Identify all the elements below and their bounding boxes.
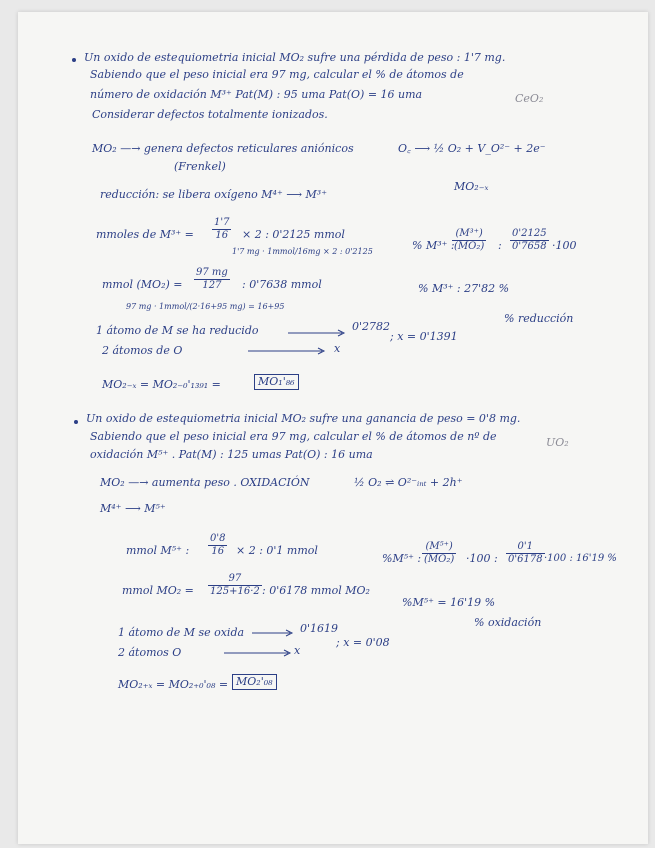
p1-pct-m3-fraction-2	[510, 228, 549, 253]
p1-atom-line: 1 átomo de M se ha reducido	[96, 324, 259, 337]
p1-mmol-m3-fraction	[212, 217, 231, 242]
p2-atom-value: 0'1619	[300, 622, 339, 635]
p2-pct-m5-f2-den: 0'6178	[508, 554, 543, 565]
p2-defect-reaction: ½ O₂ ⇌ O²⁻ᵢₙₜ + 2h⁺	[354, 476, 463, 489]
p1-pct-m3-fraction-1	[452, 228, 486, 253]
p1-pct-m3-label: % M³⁺ :	[412, 239, 455, 252]
p2-pct-m5-f2-num: 0'1	[506, 541, 545, 554]
p2-oxygen-line: 2 átomos O	[118, 646, 182, 659]
p1-mmol-mo2-fraction	[194, 267, 230, 292]
p2-atom-line: 1 átomo de M se oxida	[118, 626, 245, 639]
p1-pct-m3-f2-num: 0'2125	[512, 228, 547, 239]
p2-mmol-mo2-result: : 0'6178 mmol MO₂	[262, 584, 370, 597]
p2-pct-oxidation: % oxidación	[474, 616, 542, 629]
p1-x-variable: x	[334, 342, 341, 355]
p1-mmol-m3-alt: 1'7 mg · 1mmol/16mg × 2 : 0'2125	[232, 247, 373, 256]
p1-pct-m3-times: ·100	[552, 239, 577, 252]
p1-statement-line-1: Un oxido de estequiometria inicial MO₂ sufre una pérdida de peso : 1'7 mg.	[84, 51, 506, 64]
p2-statement-line-2: Sabiendo que el peso inicial era 97 mg, calcular el % de átomos de nº de	[90, 430, 497, 443]
p2-arrow-1-icon	[252, 630, 296, 636]
p2-pct-m5-fraction-2	[506, 541, 545, 566]
p1-statement-line-3: número de oxidación M³⁺ Pat(M) : 95 uma Pat(O) = 16 uma	[90, 88, 423, 101]
p2-arrow-2-icon	[224, 650, 294, 656]
p1-pct-reduction: % reducción	[504, 312, 574, 325]
p1-pct-m3-f1-num: (M³⁺)	[452, 228, 486, 241]
p1-mmol-m3-label: mmoles de M³⁺ =	[96, 228, 194, 241]
p2-statement-line-3: oxidación M⁵⁺ . Pat(M) : 125 umas Pat(O) : 16 uma	[90, 448, 373, 461]
p2-statement-line-1: Un oxido de estequiometria inicial MO₂ sufre una ganancia de peso = 0'8 mg.	[86, 412, 521, 425]
p1-arrow-2-icon	[248, 348, 328, 354]
p2-gain-line: MO₂ —→ aumenta peso . OXIDACIÓN	[100, 476, 310, 489]
p2-mmol-m5-num: 0'8	[210, 533, 226, 544]
p1-statement-line-2: Sabiendo que el peso inicial era 97 mg, calcular el % de átomos de	[90, 68, 464, 81]
p1-pct-m3-equals: :	[498, 239, 502, 252]
p1-mmol-mo2-label: mmol (MO₂) =	[102, 278, 183, 291]
p2-mmol-m5-den: 16	[211, 546, 225, 557]
p2-mmol-m5-fraction	[208, 533, 227, 558]
p2-mmol-mo2-fraction	[208, 573, 262, 598]
bullet-problem-1	[72, 58, 76, 62]
p1-frenkel: (Frenkel)	[174, 160, 226, 173]
p2-x-result: ; x = 0'08	[336, 636, 390, 649]
p2-mmol-m5-label: mmol M⁵⁺ :	[126, 544, 190, 557]
p1-mmol-m3-num: 1'7	[214, 217, 230, 228]
p1-defects-line: MO₂ —→ genera defectos reticulares aniónicos	[92, 142, 354, 155]
p1-mmol-mo2-alt: 97 mg · 1mmol/(2·16+95 mg) = 16+95	[126, 302, 285, 311]
p2-final-box: MO₂'₀₈	[232, 674, 277, 690]
p2-mmol-m5-result: × 2 : 0'1 mmol	[236, 544, 318, 557]
p2-pct-m5-f1-den: (MO₂)	[424, 554, 455, 565]
p2-pct-m5-result: %M⁵⁺ = 16'19 %	[402, 596, 496, 609]
p1-mmol-mo2-num: 97 mg	[196, 267, 228, 278]
p1-pct-m3-f1-den: (MO₂)	[454, 241, 485, 252]
p1-reduction-line: reducción: se libera oxígeno M⁴⁺ ⟶ M³⁺	[100, 188, 328, 201]
p1-pct-m3-result: % M³⁺ : 27'82 %	[418, 282, 510, 295]
p2-mmol-mo2-num: 97	[208, 573, 262, 586]
p1-oxygen-line: 2 átomos de O	[102, 344, 183, 357]
p1-final-box: MO₁'₈₆	[254, 374, 299, 390]
p1-atom-value: 0'2782	[352, 320, 391, 333]
p1-mmol-mo2-den: 127	[202, 280, 222, 291]
p1-defect-reaction: O꜀ ⟶ ½ O₂ + V_O²⁻ + 2e⁻	[398, 142, 546, 155]
p1-arrow-1-icon	[288, 330, 348, 336]
p2-final-left: MO₂₊ₓ = MO₂₊₀'₀₈ =	[118, 678, 229, 691]
p2-mmol-mo2-den: 125+16·2	[210, 586, 260, 597]
p1-formula-label: MO₂₋ₓ	[454, 180, 489, 193]
p2-pct-m5-rest: ·100 : 16'19 %	[544, 553, 617, 564]
p2-mmol-mo2-label: mmol MO₂ =	[122, 584, 194, 597]
p1-side-label: CeO₂	[515, 92, 544, 105]
p2-x-variable: x	[294, 644, 301, 657]
p1-pct-m3-f2-den: 0'7658	[512, 241, 547, 252]
p1-final-left: MO₂₋ₓ = MO₂₋₀'₁₃₉₁ =	[102, 378, 221, 391]
p1-x-result: ; x = 0'1391	[390, 330, 458, 343]
p2-pct-m5-fraction-1	[422, 541, 456, 566]
p2-pct-m5-f1-num: (M⁵⁺)	[422, 541, 456, 554]
notebook-page	[18, 12, 648, 844]
p1-mmol-m3-result: × 2 : 0'2125 mmol	[242, 228, 345, 241]
p2-side-label: UO₂	[546, 436, 569, 449]
p2-pct-m5-mid: ·100 :	[466, 552, 498, 565]
p1-statement-line-4: Considerar defectos totalmente ionizados.	[92, 108, 328, 121]
p1-mmol-m3-den: 16	[215, 230, 229, 241]
bullet-problem-2	[74, 420, 78, 424]
p2-oxidation-line: M⁴⁺ ⟶ M⁵⁺	[100, 502, 166, 515]
p1-mmol-mo2-result: : 0'7638 mmol	[242, 278, 322, 291]
p2-pct-m5-label: %M⁵⁺ :	[382, 552, 422, 565]
